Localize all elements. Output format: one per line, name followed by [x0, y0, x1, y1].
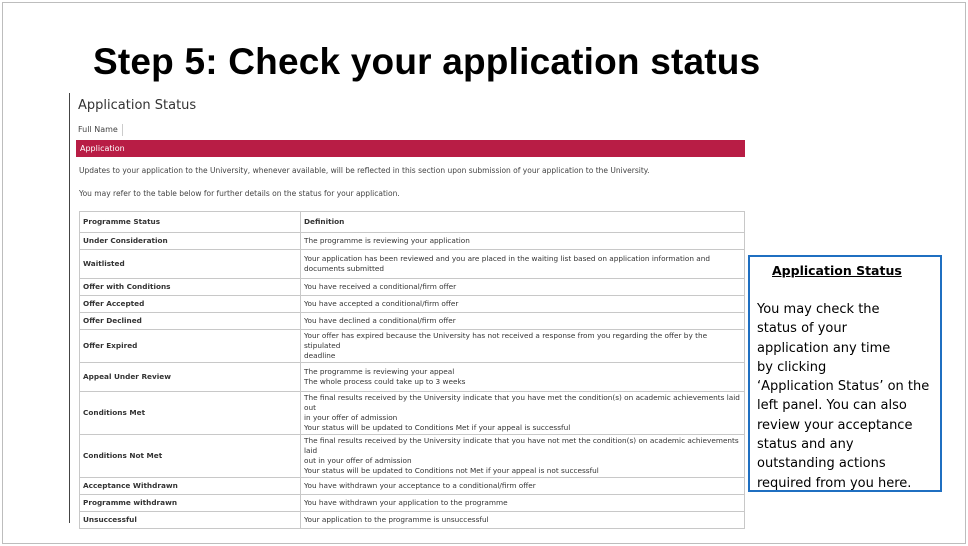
application-status-screenshot	[69, 93, 747, 523]
table-row	[80, 363, 745, 392]
status-term: Conditions Not Met	[80, 435, 301, 478]
definition-line: Your application has been reviewed and you are placed in the waiting list based on application information and	[304, 254, 711, 263]
definition-line: You have withdrawn your acceptance to a conditional/firm offer	[304, 481, 536, 490]
definition-line: documents submitted	[304, 264, 384, 273]
table-header-row	[80, 212, 745, 233]
definition-line: You have withdrawn your application to the programme	[304, 498, 508, 507]
definition-line: Your status will be updated to Conditions Met if your appeal is successful	[304, 423, 571, 432]
status-term: Waitlisted	[80, 250, 301, 279]
status-definition	[301, 279, 745, 296]
callout-body	[757, 300, 941, 493]
definition-line: out in your offer of admission	[304, 456, 412, 465]
status-definition	[301, 363, 745, 392]
callout-line: outstanding actions	[757, 456, 886, 472]
definition-line: deadline	[304, 351, 336, 360]
status-term: Offer Declined	[80, 313, 301, 330]
table-row	[80, 392, 745, 435]
intro-text-refer-table: You may refer to the table below for further details on the status for your application.	[79, 189, 400, 198]
table-row	[80, 250, 745, 279]
callout-line: status of your	[757, 321, 847, 337]
status-term: Unsuccessful	[80, 512, 301, 529]
definition-line: You have declined a conditional/firm offer	[304, 316, 456, 325]
status-definition	[301, 435, 745, 478]
slide-title: Step 5: Check your application status	[93, 41, 761, 82]
status-term: Offer Accepted	[80, 296, 301, 313]
status-definition	[301, 296, 745, 313]
status-definition	[301, 495, 745, 512]
status-definition	[301, 478, 745, 495]
status-term: Offer Expired	[80, 330, 301, 363]
callout-line: by clicking	[757, 359, 827, 375]
definition-line: Your status will be updated to Conditions not Met if your appeal is not successful	[304, 466, 599, 475]
definition-line: The programme is reviewing your application	[304, 236, 470, 245]
table-row	[80, 478, 745, 495]
definition-line: Your application to the programme is unsuccessful	[304, 515, 489, 524]
status-term: Acceptance Withdrawn	[80, 478, 301, 495]
slide	[2, 2, 966, 544]
status-definition	[301, 512, 745, 529]
status-term: Conditions Met	[80, 392, 301, 435]
callout-line: left panel. You can also	[757, 398, 907, 414]
status-definition	[301, 330, 745, 363]
callout-line: status and any	[757, 437, 854, 453]
status-definition	[301, 250, 745, 279]
definition-line: The whole process could take up to 3 weeks	[304, 377, 466, 386]
column-header-programme-status: Programme Status	[80, 212, 301, 233]
status-term: Under Consideration	[80, 233, 301, 250]
callout-line: ‘Application Status’ on the	[757, 379, 930, 395]
definition-line: The final results received by the University indicate that you have met the condition(s) on academic achievements laid out	[304, 393, 740, 412]
status-definition	[301, 313, 745, 330]
callout-title: Application Status	[772, 263, 902, 278]
definition-line: The programme is reviewing your appeal	[304, 367, 455, 376]
table-row	[80, 233, 745, 250]
definition-line: The final results received by the University indicate that you have not met the condition(s) on academic achievements laid	[304, 436, 739, 455]
definition-line: You have received a conditional/firm offer	[304, 282, 457, 291]
table-row	[80, 279, 745, 296]
table-row	[80, 512, 745, 529]
application-status-callout	[748, 255, 942, 492]
intro-text-updates: Updates to your application to the University, whenever available, will be reflected in this section upon submission of your application to the University.	[79, 166, 650, 175]
status-definitions-table	[79, 211, 745, 529]
page-title: Application Status	[78, 98, 197, 113]
table-row	[80, 495, 745, 512]
column-header-definition: Definition	[301, 212, 745, 233]
full-name-label: Full Name	[78, 124, 123, 136]
table-row	[80, 313, 745, 330]
callout-line: required from you here.	[757, 475, 912, 491]
table-row	[80, 435, 745, 478]
callout-line: application any time	[757, 340, 891, 356]
callout-line: You may check the	[757, 302, 880, 317]
status-definition	[301, 392, 745, 435]
status-definition	[301, 233, 745, 250]
definition-line: in your offer of admission	[304, 413, 398, 422]
table-row	[80, 330, 745, 363]
callout-line: review your acceptance	[757, 417, 913, 433]
status-term: Offer with Conditions	[80, 279, 301, 296]
table-row	[80, 296, 745, 313]
definition-line: You have accepted a conditional/firm offer	[304, 299, 459, 308]
application-section-header: Application	[76, 140, 745, 157]
status-term: Programme withdrawn	[80, 495, 301, 512]
status-term: Appeal Under Review	[80, 363, 301, 392]
definition-line: Your offer has expired because the University has not received a response from you regarding the offer by the stipulated	[304, 331, 708, 350]
